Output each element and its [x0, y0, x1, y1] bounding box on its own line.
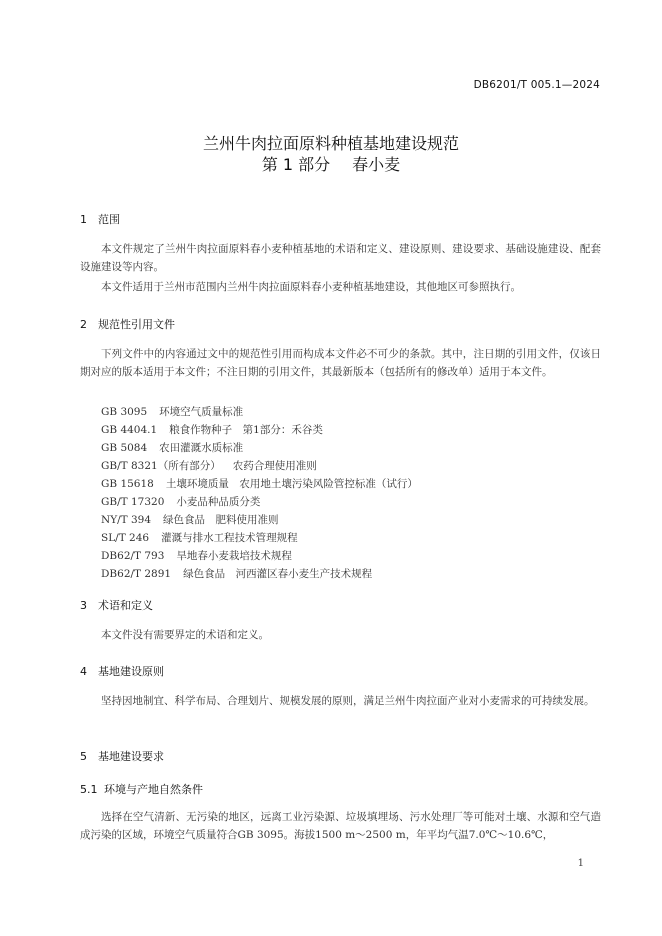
- part-label: 第 1 部分: [261, 155, 331, 174]
- paragraph: 选择在空气清新、无污染的地区，远离工业污染源、垃圾填埋场、污水处理厂等可能对土壤、水源和空气造成污染的区域，环境空气质量符合GB 3095。海拔1500 m～2500 m，年平均气温7.0℃～10.6℃，: [80, 811, 601, 841]
- reference-title: 农田灌溉水质标准: [159, 442, 244, 454]
- reference-code: DB62/T 793: [101, 550, 165, 562]
- reference-item: [101, 493, 260, 511]
- section-heading-4: 4 基地建设原则: [80, 665, 164, 678]
- reference-code: GB 5084: [101, 442, 148, 454]
- reference-item: [101, 529, 298, 547]
- paragraph: 下列文件中的内容通过文中的规范性引用而构成本文件必不可少的条款。其中，注日期的引用文件，仅该日期对应的版本适用于本文件；不注日期的引用文件，其最新版本（包括所有的修改单）适用于本文件。: [80, 348, 601, 378]
- section-heading-5: 5 基地建设要求: [80, 750, 164, 763]
- paragraph: 本文件适用于兰州市范围内兰州牛肉拉面原料春小麦种植基地建设，其他地区可参照执行。: [101, 281, 521, 293]
- document-number: DB6201/T 005.1—2024: [473, 79, 600, 91]
- reference-item: [101, 565, 372, 583]
- reference-code: NY/T 394: [101, 514, 152, 526]
- reference-code: SL/T 246: [101, 532, 150, 544]
- reference-title: 绿色食品 河西灌区春小麦生产技术规程: [183, 568, 373, 580]
- reference-item: [101, 475, 418, 493]
- reference-item: [101, 511, 279, 529]
- reference-title: 粮食作物种子 第1部分：禾谷类: [169, 424, 323, 436]
- reference-title: 绿色食品 肥料使用准则: [163, 514, 279, 526]
- reference-title: 土壤环境质量 农用地土壤污染风险管控标准（试行）: [165, 478, 418, 490]
- reference-item: [101, 547, 292, 565]
- reference-item: [101, 421, 323, 439]
- section-heading-2: 2 规范性引用文件: [80, 318, 175, 331]
- reference-title: 环境空气质量标准: [159, 406, 244, 418]
- reference-code: GB 15618: [101, 478, 154, 490]
- reference-code: GB/T 17320: [101, 496, 165, 508]
- reference-title: 小麦品种品质分类: [176, 496, 261, 508]
- section-heading-3: 3 术语和定义: [80, 599, 153, 612]
- subsection-heading-5-1: 5.1 环境与产地自然条件: [80, 783, 203, 796]
- reference-code: DB62/T 2891: [101, 568, 172, 580]
- reference-title: 灌溉与排水工程技术管理规程: [161, 532, 298, 544]
- paragraph: 本文件没有需要界定的术语和定义。: [101, 629, 269, 641]
- reference-code: GB 3095: [101, 406, 148, 418]
- reference-title: 旱地春小麦栽培技术规程: [176, 550, 292, 562]
- page-number: 1: [577, 858, 584, 869]
- paragraph: 本文件规定了兰州牛肉拉面原料春小麦种植基地的术语和定义、建设原则、建设要求、基础设施建设、配套设施建设等内容。: [80, 243, 601, 273]
- reference-item: [101, 403, 243, 421]
- reference-item: [101, 439, 243, 457]
- section-heading-1: 1 范围: [80, 213, 120, 226]
- reference-code: GB 4404.1: [101, 424, 158, 436]
- reference-code: GB/T 8321（所有部分）: [101, 460, 221, 472]
- paragraph: 坚持因地制宜、科学布局、合理划片、规模发展的原则，满足兰州牛肉拉面产业对小麦需求的可持续发展。: [101, 695, 595, 707]
- reference-item: [101, 457, 317, 475]
- part-name: 春小麦: [352, 155, 401, 174]
- document-subtitle: [0, 152, 662, 175]
- reference-title: 农药合理使用准则: [232, 460, 317, 472]
- document-title: 兰州牛肉拉面原料种植基地建设规范: [202, 134, 459, 153]
